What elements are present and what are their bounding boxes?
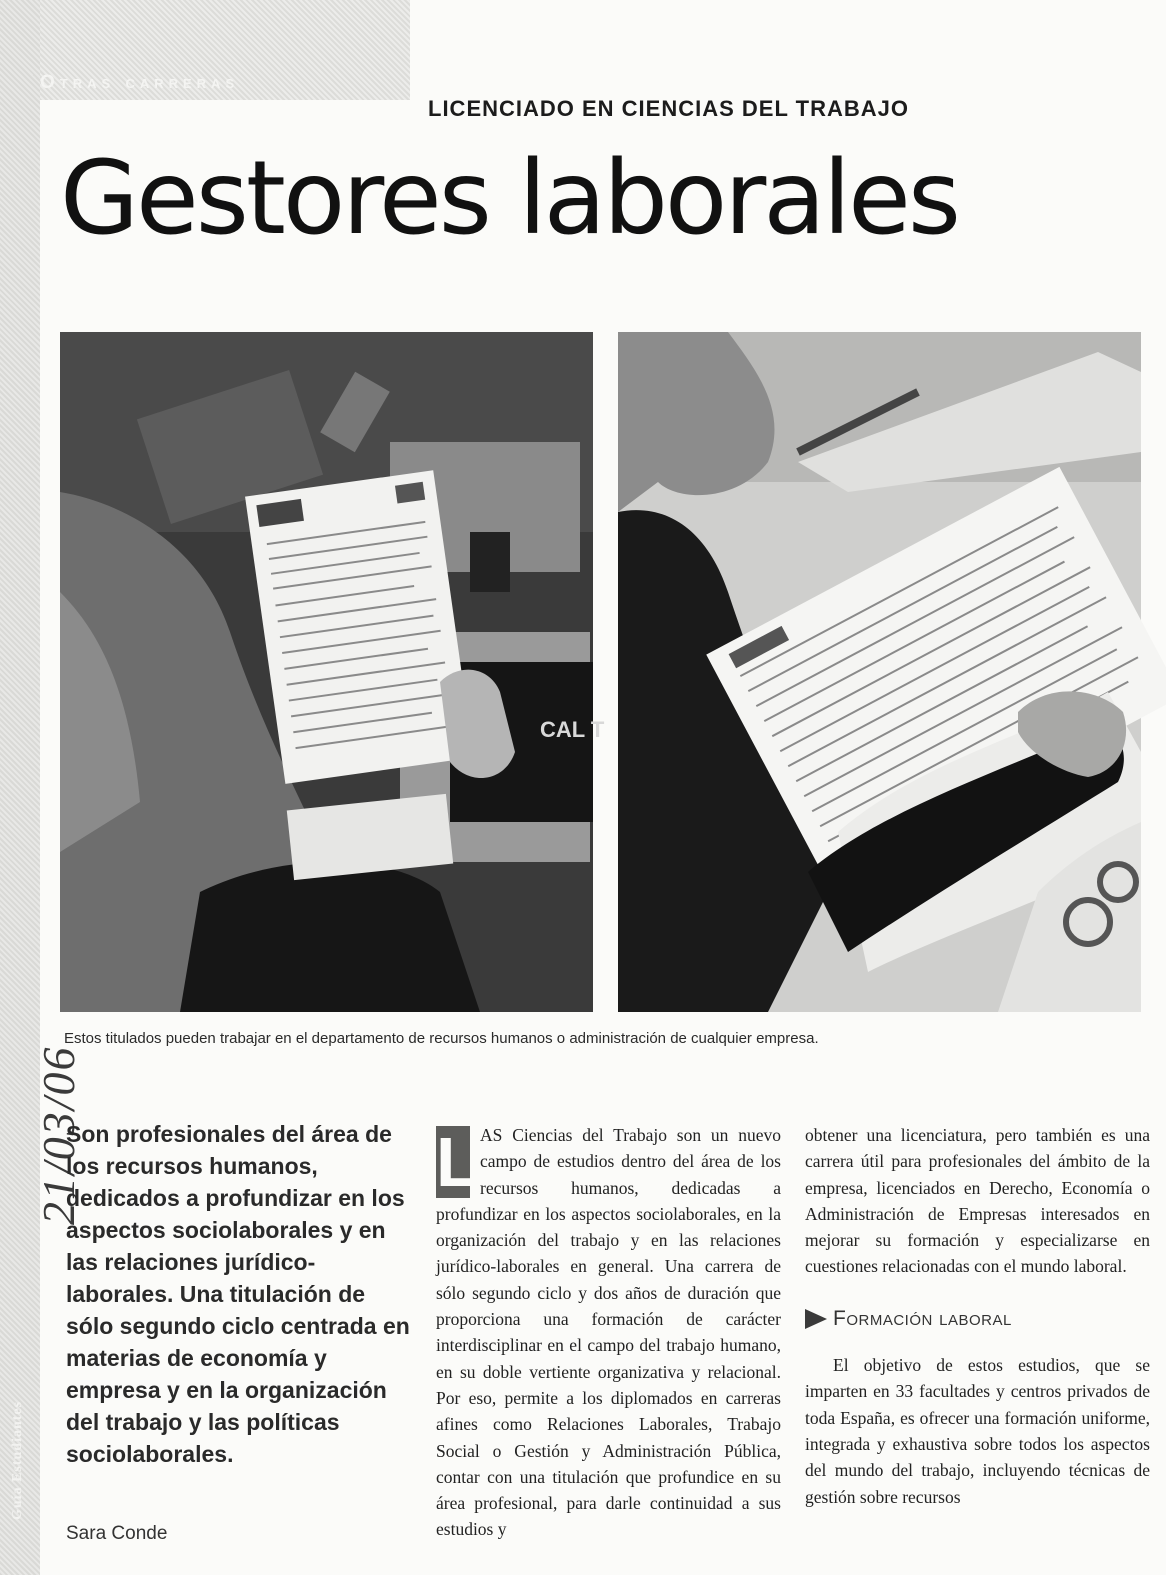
section-subhead [805,1306,1150,1332]
side-label: Guía Estudiantes [10,1400,25,1520]
body-column-2 [805,1122,1150,1510]
body-paragraph-2: El objetivo de estos estudios, que se imparten en 33 facultades y centros privados de toda España, es ofrecer una formación uniforme, integrada y exhaustiva sobre todos los aspectos del mundo del trabajo, incluyendo técnicas de gestión sobre recursos [805,1355,1150,1507]
body-column-1 [436,1122,781,1543]
kicker: LICENCIADO EN CIENCIAS DEL TRABAJO [428,96,909,121]
sidebar-texture [0,0,40,1575]
body-paragraph-1-continued: obtener una licenciatura, pero también es una carrera útil para profesionales del ámbito de la empresa, licenciados en Derecho, Economía o Administración de Empresas interesados en mejorar su formación y especializarse en cuestiones relacionadas con el mundo laboral. [805,1125,1150,1277]
section-tag: Otras carreras [40,72,240,93]
triangle-arrow-icon [805,1309,827,1329]
book-cover-text: CAL T [540,717,605,742]
body-paragraph-1: AS Ciencias del Trabajo son un nuevo campo de estudios dentro del área de los recursos humanos, dedicadas a profundizar en los aspectos sociolaborales, en la organización del trabajo y en las relaciones jurídico-laborales en general. Una carrera de sólo segundo ciclo y dos años de duración que proporciona una formación de carácter interdisciplinar en el campo del trabajo humano, en su doble vertiente organizativa y relacional. Por eso, permite a los diplomados en carreras afines como Relaciones Laborales, Trabajo Social o Gestión y Administración Pública, contar con una titulación que profundice en su área profesional, para darle continuidad a sus estudios y [436,1125,781,1540]
photo-caption: Estos titulados pueden trabajar en el departamento de recursos humanos o administración de cualquier empresa. [64,1030,819,1047]
byline: Sara Conde [66,1523,168,1544]
photo-reading-contract [60,332,605,1012]
drop-cap: L [436,1123,479,1201]
page-title: Gestores laborales [60,139,959,258]
photo-filling-form [618,332,1141,1012]
lead-paragraph: Son profesionales del área de los recursos humanos, dedicados a profundizar en los aspectos sociolaborales y en las relaciones jurídico-laborales. Una titulación de sólo segundo ciclo centrada en materias de economía y empresa y en la organización del trabajo y las políticas sociolaborales. [66,1121,410,1467]
handwritten-date: 21/03/06 [33,1045,84,1225]
subhead-label: Formación laboral [833,1306,1012,1330]
